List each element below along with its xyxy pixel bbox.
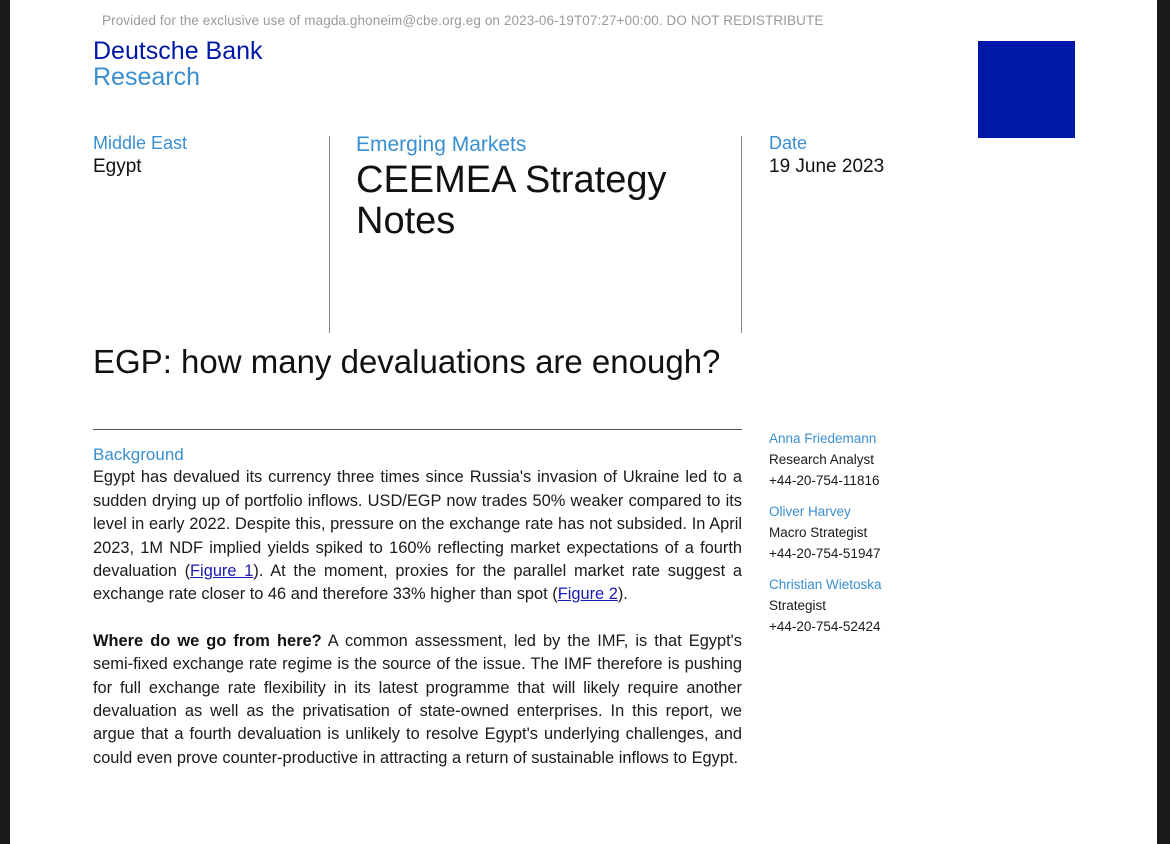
paragraph-text: A common assessment, led by the IMF, is that Egypt's semi-fixed exchange rate regime is the source of the issue. The IMF therefore is pushing for full exchange rate flexibility in its latest programme that will likely require another devaluation as well as the privatisation of state-owned enterprises. In this report, we argue that a fourth devaluation is unlikely to resolve Egypt's underlying challenges, and could even prove counter-productive in attracting a return of sustainable inflows to Egypt.	[93, 631, 742, 767]
lead-in-bold: Where do we go from here?	[93, 631, 322, 650]
report-headline: EGP: how many devaluations are enough?	[93, 343, 721, 380]
author-name: Oliver Harvey	[769, 504, 851, 519]
sector-block	[356, 133, 716, 242]
headline-rule	[93, 429, 742, 430]
author-phone: +44-20-754-11816	[769, 473, 880, 488]
date-label: Date	[769, 133, 808, 153]
paragraph-background	[93, 466, 742, 606]
report-body	[93, 443, 742, 770]
figure-2-link[interactable]: Figure 2	[557, 585, 618, 604]
sector-label: Emerging Markets	[356, 133, 527, 156]
date-value: 19 June 2023	[769, 156, 885, 177]
author-role: Strategist	[769, 598, 827, 613]
author-entry	[769, 428, 969, 491]
author-entry	[769, 574, 969, 637]
region-label: Middle East	[93, 133, 188, 153]
author-entry	[769, 501, 969, 564]
author-name: Anna Friedemann	[769, 431, 877, 446]
author-name: Christian Wietoska	[769, 577, 882, 592]
logo-slash-icon	[990, 53, 1063, 126]
date-block	[769, 133, 884, 178]
section-heading-background: Background	[93, 445, 184, 464]
author-role: Macro Strategist	[769, 525, 868, 540]
brand-name	[93, 38, 263, 90]
paragraph-text: Egypt has devalued its currency three times since Russia's invasion of Ukraine led to a sudden drying up of portfolio inflows. USD/EGP now trades 50% weaker compared to its level in early 2022. Despite this, pressure on the exchange rate has not subsided. In April 2023, 1M NDF implied yields spiked to 160% reflecting market expectations of a fourth devaluation (	[93, 468, 742, 581]
paragraph-text: ).	[617, 585, 628, 604]
report-series-title: CEEMEA Strategy Notes	[356, 159, 667, 242]
authors-list	[769, 428, 969, 647]
figure-1-link[interactable]: Figure 1	[190, 562, 254, 581]
region-value: Egypt	[93, 156, 142, 177]
region-block	[93, 133, 187, 178]
paragraph-outlook	[93, 630, 742, 770]
document-page	[10, 0, 1157, 844]
author-phone: +44-20-754-51947	[769, 546, 881, 561]
column-divider-right	[741, 136, 742, 333]
author-role: Research Analyst	[769, 452, 875, 467]
brand-line-1: Deutsche Bank	[93, 37, 263, 65]
paragraph-text: ). At the moment, proxies for the parallel market rate suggest a exchange rate closer to 46 and therefore 33% higher than spot (	[93, 562, 743, 604]
author-phone: +44-20-754-52424	[769, 619, 881, 634]
brand-line-2: Research	[93, 63, 200, 91]
deutsche-bank-logo-icon	[978, 41, 1075, 138]
column-divider-left	[329, 136, 330, 333]
distribution-watermark: Provided for the exclusive use of magda.ghoneim@cbe.org.eg on 2023-06-19T07:27+00:00. DO NOT REDISTRIBUTE	[102, 13, 824, 28]
